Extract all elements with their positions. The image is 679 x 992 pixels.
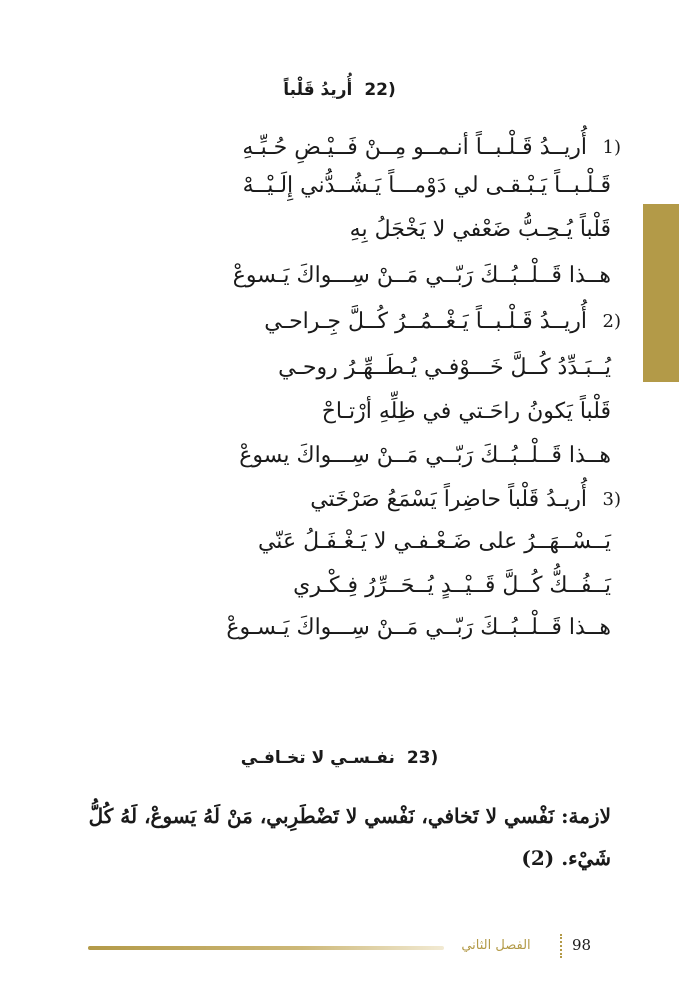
hymn-22-title-text: أُريدُ قَلْباً bbox=[283, 80, 353, 100]
verse-1-line-2: قَـلْـبــاً يَـبْـقـى لي دَوْمـــاً يَـشُــدُّني إِلَـيْــهْ bbox=[242, 173, 611, 198]
footer-chapter-label: الفصل الثاني bbox=[461, 938, 531, 953]
verse-3-line-4: هــذا قَــلْــبُــكَ رَبّــي مَــنْ سِـــواكَ يَـسـوعْ bbox=[226, 615, 611, 640]
hymn-23-number: 23) bbox=[406, 748, 439, 768]
hymn-22-title bbox=[0, 78, 679, 102]
verse-1-number: 1) bbox=[602, 137, 621, 158]
footer-dotted-separator bbox=[560, 934, 566, 958]
verse-1-line-3: قَلْباً يُـحِـبُّ ضَعْفي لا يَخْجَلُ بِهِ bbox=[349, 217, 611, 242]
verse-1-line-1: أُريــدُ قَـلْـبــاً أنـمــو مِــنْ فَــيْـضِ حُـبِّـهِ bbox=[242, 135, 587, 160]
verse-1-line-4: هــذا قَــلْــبُــكَ رَبّــي مَــنْ سِـــواكَ يَـسوعْ bbox=[232, 263, 611, 288]
chapter-side-tab bbox=[643, 204, 679, 382]
hymn-23-title bbox=[0, 746, 679, 770]
refrain-line-1: لازمة: نَفْسي لا تَخافي، نَفْسي لا تَضْطَرِبي، مَنْ لَهُ يَسوعْ، لَهُ كُلُّ bbox=[88, 804, 611, 828]
verse-3-number: 3) bbox=[602, 489, 621, 510]
verse-2-line-3: قَلْباً يَكونُ راحَـتي في ظِلِّهِ أرْتـاحْ bbox=[321, 399, 611, 424]
verse-3-line-1: أُريـدُ قَلْباً حاضِراً يَسْمَعُ صَرْخَتي bbox=[310, 487, 587, 512]
page-number: 98 bbox=[572, 936, 592, 954]
verse-3-line-3: يَــفُــكُّ كُــلَّ قَــيْــدٍ يُــحَــرِّرُ فِـكْـري bbox=[293, 573, 611, 598]
refrain-line-2: شَيْء. (2) bbox=[521, 846, 611, 870]
verse-2-number: 2) bbox=[602, 311, 621, 332]
footer-rule bbox=[88, 946, 444, 950]
hymn-23-title-text: نفـسـي لا تخـافـي bbox=[240, 748, 395, 768]
verse-2-line-1: أُريــدُ قَـلْـبــاً يَـغْــمُــرُ كُــلَّ جِـراحـي bbox=[264, 309, 587, 334]
verse-2-line-2: يُــبَـدِّدُ كُــلَّ خَـــوْفـي يُـطَــهِّـرُ روحـي bbox=[278, 355, 611, 380]
hymn-22-number: 22) bbox=[364, 80, 396, 100]
verse-2-line-4: هــذا قَــلْــبُــكَ رَبّــي مَــنْ سِـــواكَ يسوعْ bbox=[239, 443, 611, 468]
verse-3-line-2: يَــسْــهَــرُ على ضَـعْـفـي لا يَـغْـفَـلُ عَنّي bbox=[257, 529, 611, 554]
